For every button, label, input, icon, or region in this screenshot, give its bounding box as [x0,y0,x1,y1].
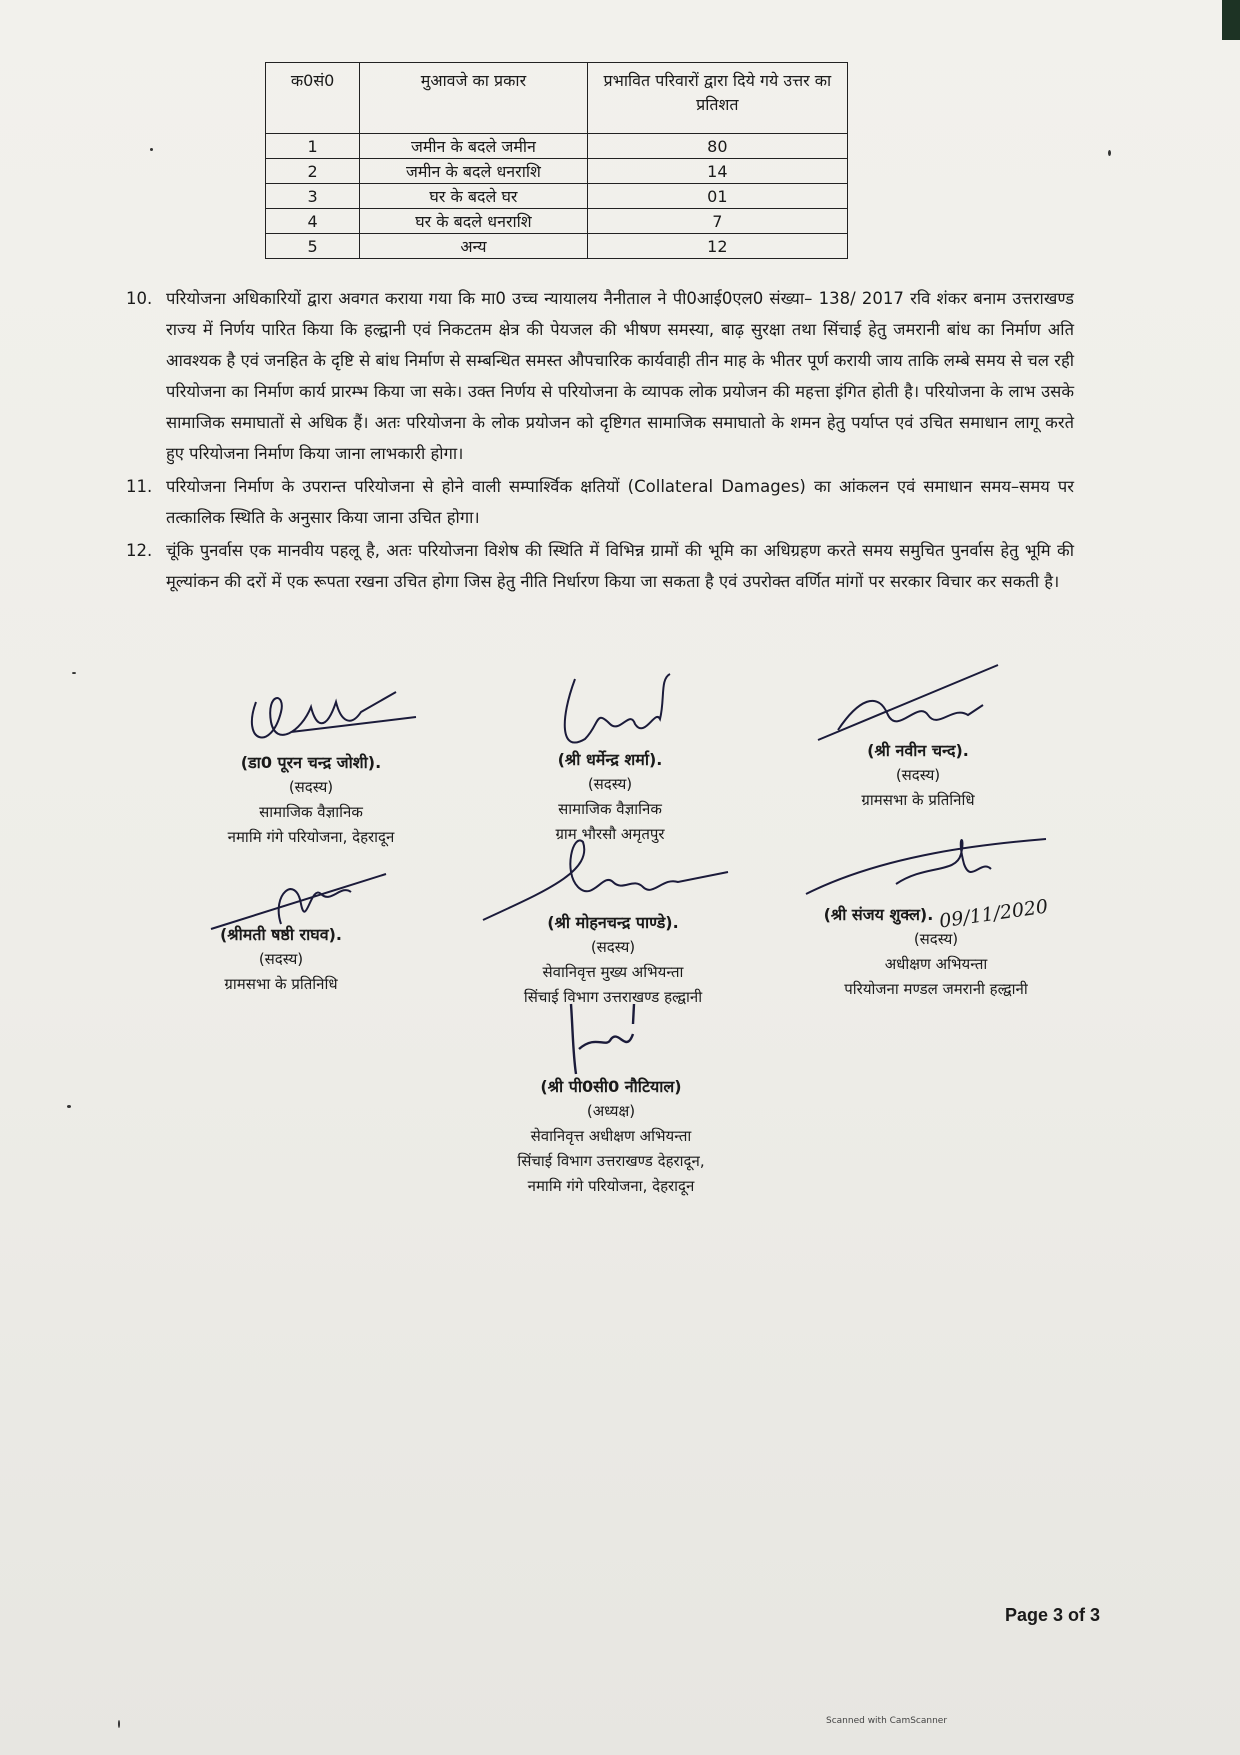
point-number: 11. [126,477,153,496]
signatory-role: (सदस्य) [913,930,959,948]
compensation-table [265,62,848,259]
signature-block [131,922,431,997]
table-cell: अन्य [360,234,587,259]
signature-block [768,738,1068,813]
signatory-name: (श्री धर्मेन्द्र शर्मा). [557,750,663,769]
handwritten-signature [461,994,761,1084]
point-number: 12. [126,541,153,560]
page-number: Page 3 of 3 [1005,1605,1101,1625]
table-cell: 01 [587,184,847,209]
signatory-office: परियोजना मण्डल जमरानी हल्द्वानी [844,980,1028,998]
table-cell: 12 [587,234,847,259]
signatory-role: (सदस्य) [288,778,334,796]
signatory-name: (श्रीमती षष्ठी राघव). [219,925,342,944]
table-cell: 7 [587,209,847,234]
signature-block [786,895,1086,1002]
signatory-designation: सामाजिक वैज्ञानिक [558,800,662,818]
handwritten-signature [131,844,431,934]
signatory-office: नमामि गंगे परियोजना, देहरादून [527,1177,695,1195]
point-text: परियोजना अधिकारियों द्वारा अवगत कराया गया कि मा0 उच्च न्यायालय नैनीताल ने पी0आई0एल0 संख्या– 138/ 2017 रवि शंकर बनाम उत्तराखण्ड राज्य में निर्णय पारित किया कि हल्द्वानी एवं निकटतम क्षेत्र की पेयजल की भीषण समस्या, बाढ़ सुरक्षा तथा सिंचाई हेतु जमरानी बांध का निर्माण अति आवश्यक है एवं जनहित के दृष्टि से बांध निर्माण से सम्बन्धित समस्त औपचारिक कार्यवाही तीन माह के भीतर पूर्ण करायी जाय ताकि लम्बे समय से चल रही परियोजना का निर्माण कार्य प्रारम्भ किया जा सके। उक्त निर्णय से परियोजना के व्यापक लोक प्रयोजन की महत्ता इंगित होती है। परियोजना के लाभ उसके सामाजिक समाघातों से अधिक हैं। अतः परियोजना के लोक प्रयोजन को दृष्टिगत सामाजिक समाघातो के शमन हेतु पर्याप्त एवं उचित समाधान लागू करते हुए परियोजना निर्माण किया जाना लाभकारी होगा। [166,289,1074,463]
table-cell: घर के बदले धनराशि [360,209,587,234]
signatory-role: (सदस्य) [895,766,941,784]
table-cell: 14 [587,159,847,184]
signatory-role: (अध्यक्ष) [586,1102,636,1120]
scan-edge [1222,0,1240,40]
table-cell: 80 [587,134,847,159]
point-11 [126,471,1074,533]
signatory-office: ग्राम भौरसौ अमृतपुर [555,825,665,843]
table-row [266,234,848,259]
signature-block [161,750,461,850]
scanner-watermark: Scanned with CamScanner [826,1716,948,1726]
signatory-name: (डा0 पूरन चन्द्र जोशी). [240,753,382,772]
signatory-designation: ग्रामसभा के प्रतिनिधि [224,975,338,993]
table-row [266,209,848,234]
signatory-name: (श्री नवीन चन्द). [867,741,969,760]
signatory-designation: सेवानिवृत्त अधीक्षण अभियन्ता [530,1127,692,1145]
column-header: मुआवजे का प्रकार [360,63,587,134]
signatory-role: (सदस्य) [258,950,304,968]
scan-speck [72,672,76,674]
signatory-office: नमामि गंगे परियोजना, देहरादून [227,828,395,846]
scan-speck [1108,150,1111,156]
column-header: प्रभावित परिवारों द्वारा दिये गये उत्तर का प्रतिशत [587,63,847,134]
handwritten-date: 09/11/2020 [937,895,1050,933]
table-row [266,159,848,184]
handwritten-signature [161,672,461,762]
scan-speck [67,1105,71,1108]
table-cell: जमीन के बदले धनराशि [360,159,587,184]
signatory-designation: ग्रामसभा के प्रतिनिधि [861,791,975,809]
signatory-name: (श्री मोहनचन्द्र पाण्डे). [547,913,679,932]
table-cell: 5 [266,234,360,259]
table-cell: 1 [266,134,360,159]
signatory-role: (सदस्य) [590,938,636,956]
signatory-name: (श्री पी0सी0 नौटियाल) [540,1077,682,1096]
point-10 [126,283,1074,469]
handwritten-signature [460,669,760,759]
signature-block [461,1074,761,1199]
point-text: चूंकि पुनर्वास एक मानवीय पहलू है, अतः परियोजना विशेष की स्थिति में विभिन्न ग्रामों की भूमि का अधिग्रहण करते समय समुचित पुनर्वास हेतु भूमि की मूल्यांकन की दरों में एक रूपता रखना उचित होगा जिस हेतु नीति निर्धारण किया जा सकता है एवं उपरोक्त वर्णित मांगों पर सरकार विचार कर सकती है। [166,541,1074,591]
signatory-designation: सामाजिक वैज्ञानिक [259,803,363,821]
signatory-office: सिंचाई विभाग उत्तराखण्ड देहरादून, [517,1152,705,1170]
handwritten-signature [463,832,763,922]
signatory-role: (सदस्य) [587,775,633,793]
table-cell: 2 [266,159,360,184]
table-cell: 3 [266,184,360,209]
handwritten-signature [768,660,1068,750]
column-header: क0सं0 [266,63,360,134]
signatory-name: (श्री संजय शुक्ल). 09/11/2020 [823,895,1050,933]
scan-speck [118,1720,120,1728]
table-header-row [266,63,848,134]
signatory-office: सिंचाई विभाग उत्तराखण्ड हल्द्वानी [523,988,703,1006]
point-text: परियोजना निर्माण के उपरान्त परियोजना से होने वाली सम्पार्श्विक क्षतियों (Collateral Damages) का आंकलन एवं समाधान समय–समय पर तत्कालिक स्थिति के अनुसार किया जाना उचित होगा। [166,477,1074,527]
table-cell: 4 [266,209,360,234]
table-row [266,134,848,159]
signatory-designation: अधीक्षण अभियन्ता [884,955,988,973]
point-12 [126,535,1074,597]
signatory-designation: सेवानिवृत्त मुख्य अभियन्ता [542,963,684,981]
table-cell: जमीन के बदले जमीन [360,134,587,159]
scan-speck [150,148,153,151]
table-row [266,184,848,209]
point-number: 10. [126,289,153,308]
numbered-points [126,283,1074,599]
table-cell: घर के बदले घर [360,184,587,209]
